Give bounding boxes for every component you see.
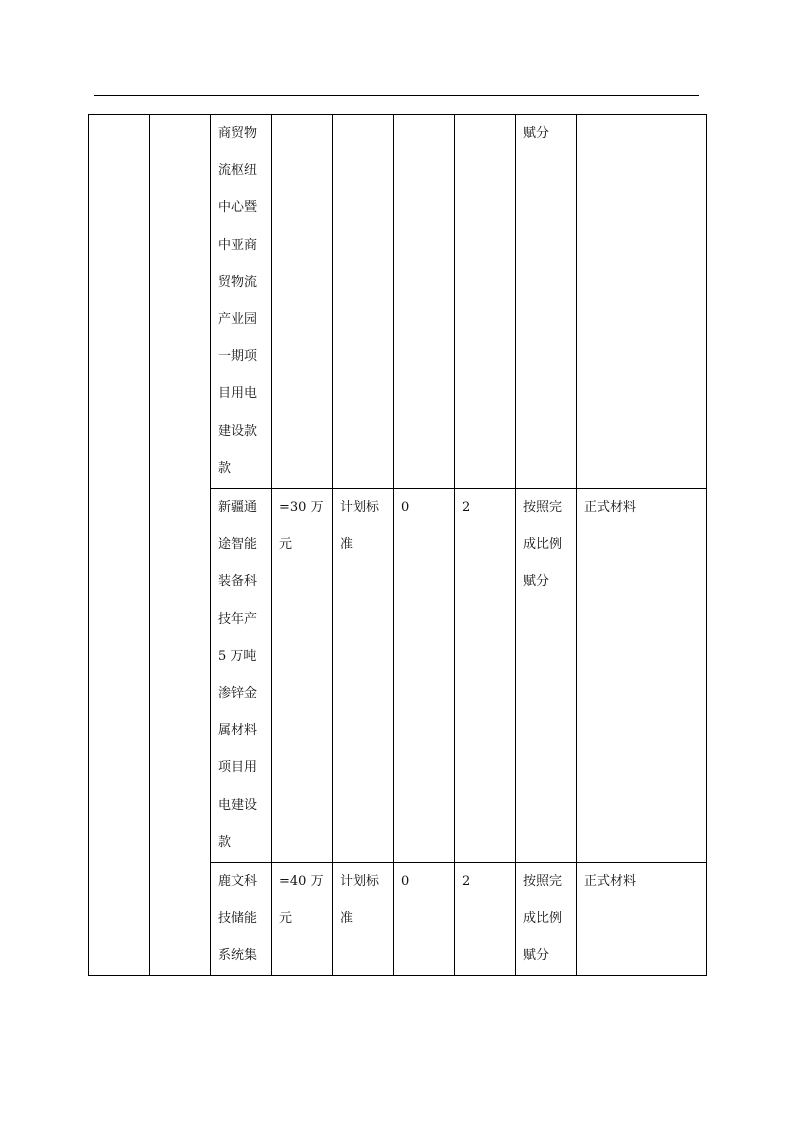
project-line: 技储能: [218, 911, 258, 927]
project-cell: [211, 863, 272, 976]
amount-line: 元: [279, 911, 293, 927]
method-cell: [516, 489, 577, 863]
material-cell: 正式材料: [577, 489, 707, 863]
method-cell: [516, 115, 577, 489]
project-line: 渗锌金: [218, 686, 258, 702]
project-line: 建设款: [218, 423, 258, 439]
value-b-cell: 2: [455, 489, 516, 863]
value-b-cell: 2: [455, 863, 516, 976]
project-line: 贸物流: [218, 274, 258, 290]
project-line: 新疆通: [218, 500, 258, 515]
material-cell: 正式材料: [577, 863, 707, 976]
amount-cell: [272, 115, 333, 489]
subcategory-cell: [150, 115, 211, 976]
standard-line: 准: [340, 537, 354, 553]
method-line: 赋分: [523, 574, 550, 590]
material-cell: [577, 115, 707, 489]
value-a-cell: 0: [394, 489, 455, 863]
project-line: 电建设: [218, 797, 258, 813]
amount-line: 元: [279, 537, 293, 553]
standard-line: 计划标: [340, 500, 380, 515]
method-line: 赋分: [523, 126, 550, 141]
method-line: 成比例: [523, 537, 563, 553]
project-cell: [211, 115, 272, 489]
standard-cell: [333, 863, 394, 976]
project-line: 一期项: [218, 349, 258, 365]
amount-line: =40 万: [279, 874, 324, 889]
method-line: 按照完: [523, 500, 563, 515]
method-cell: [516, 863, 577, 976]
project-line: 商贸物: [218, 126, 258, 141]
project-line: 系统集: [218, 948, 258, 964]
project-line: 产业园: [218, 312, 258, 328]
project-line: 目用电: [218, 386, 258, 402]
project-line: 流枢纽: [218, 163, 258, 179]
project-line: 属材料: [218, 723, 258, 739]
project-line: 款: [218, 460, 232, 476]
amount-cell: [272, 863, 333, 976]
standard-cell: [333, 115, 394, 489]
project-line: 中亚商: [218, 237, 258, 253]
value-a-cell: 0: [394, 863, 455, 976]
project-cell: [211, 489, 272, 863]
table-row: [89, 115, 707, 489]
header-rule: [94, 95, 699, 96]
project-line: 5 万吨: [218, 648, 257, 664]
project-line: 技年产: [218, 611, 258, 627]
project-line: 款: [218, 834, 232, 850]
standard-line: 计划标: [340, 874, 380, 889]
value-b-cell: [455, 115, 516, 489]
category-cell: [89, 115, 150, 976]
value-a-cell: [394, 115, 455, 489]
method-line: 按照完: [523, 874, 563, 889]
project-line: 中心暨: [218, 200, 258, 216]
amount-cell: [272, 489, 333, 863]
amount-line: =30 万: [279, 500, 324, 515]
project-line: 装备科: [218, 574, 258, 590]
method-line: 成比例: [523, 911, 563, 927]
method-line: 赋分: [523, 948, 550, 964]
standard-cell: [333, 489, 394, 863]
standard-line: 准: [340, 911, 354, 927]
project-line: 鹿文科: [218, 874, 258, 889]
project-line: 途智能: [218, 537, 258, 553]
scoring-table: [88, 114, 707, 976]
project-line: 项目用: [218, 760, 258, 776]
